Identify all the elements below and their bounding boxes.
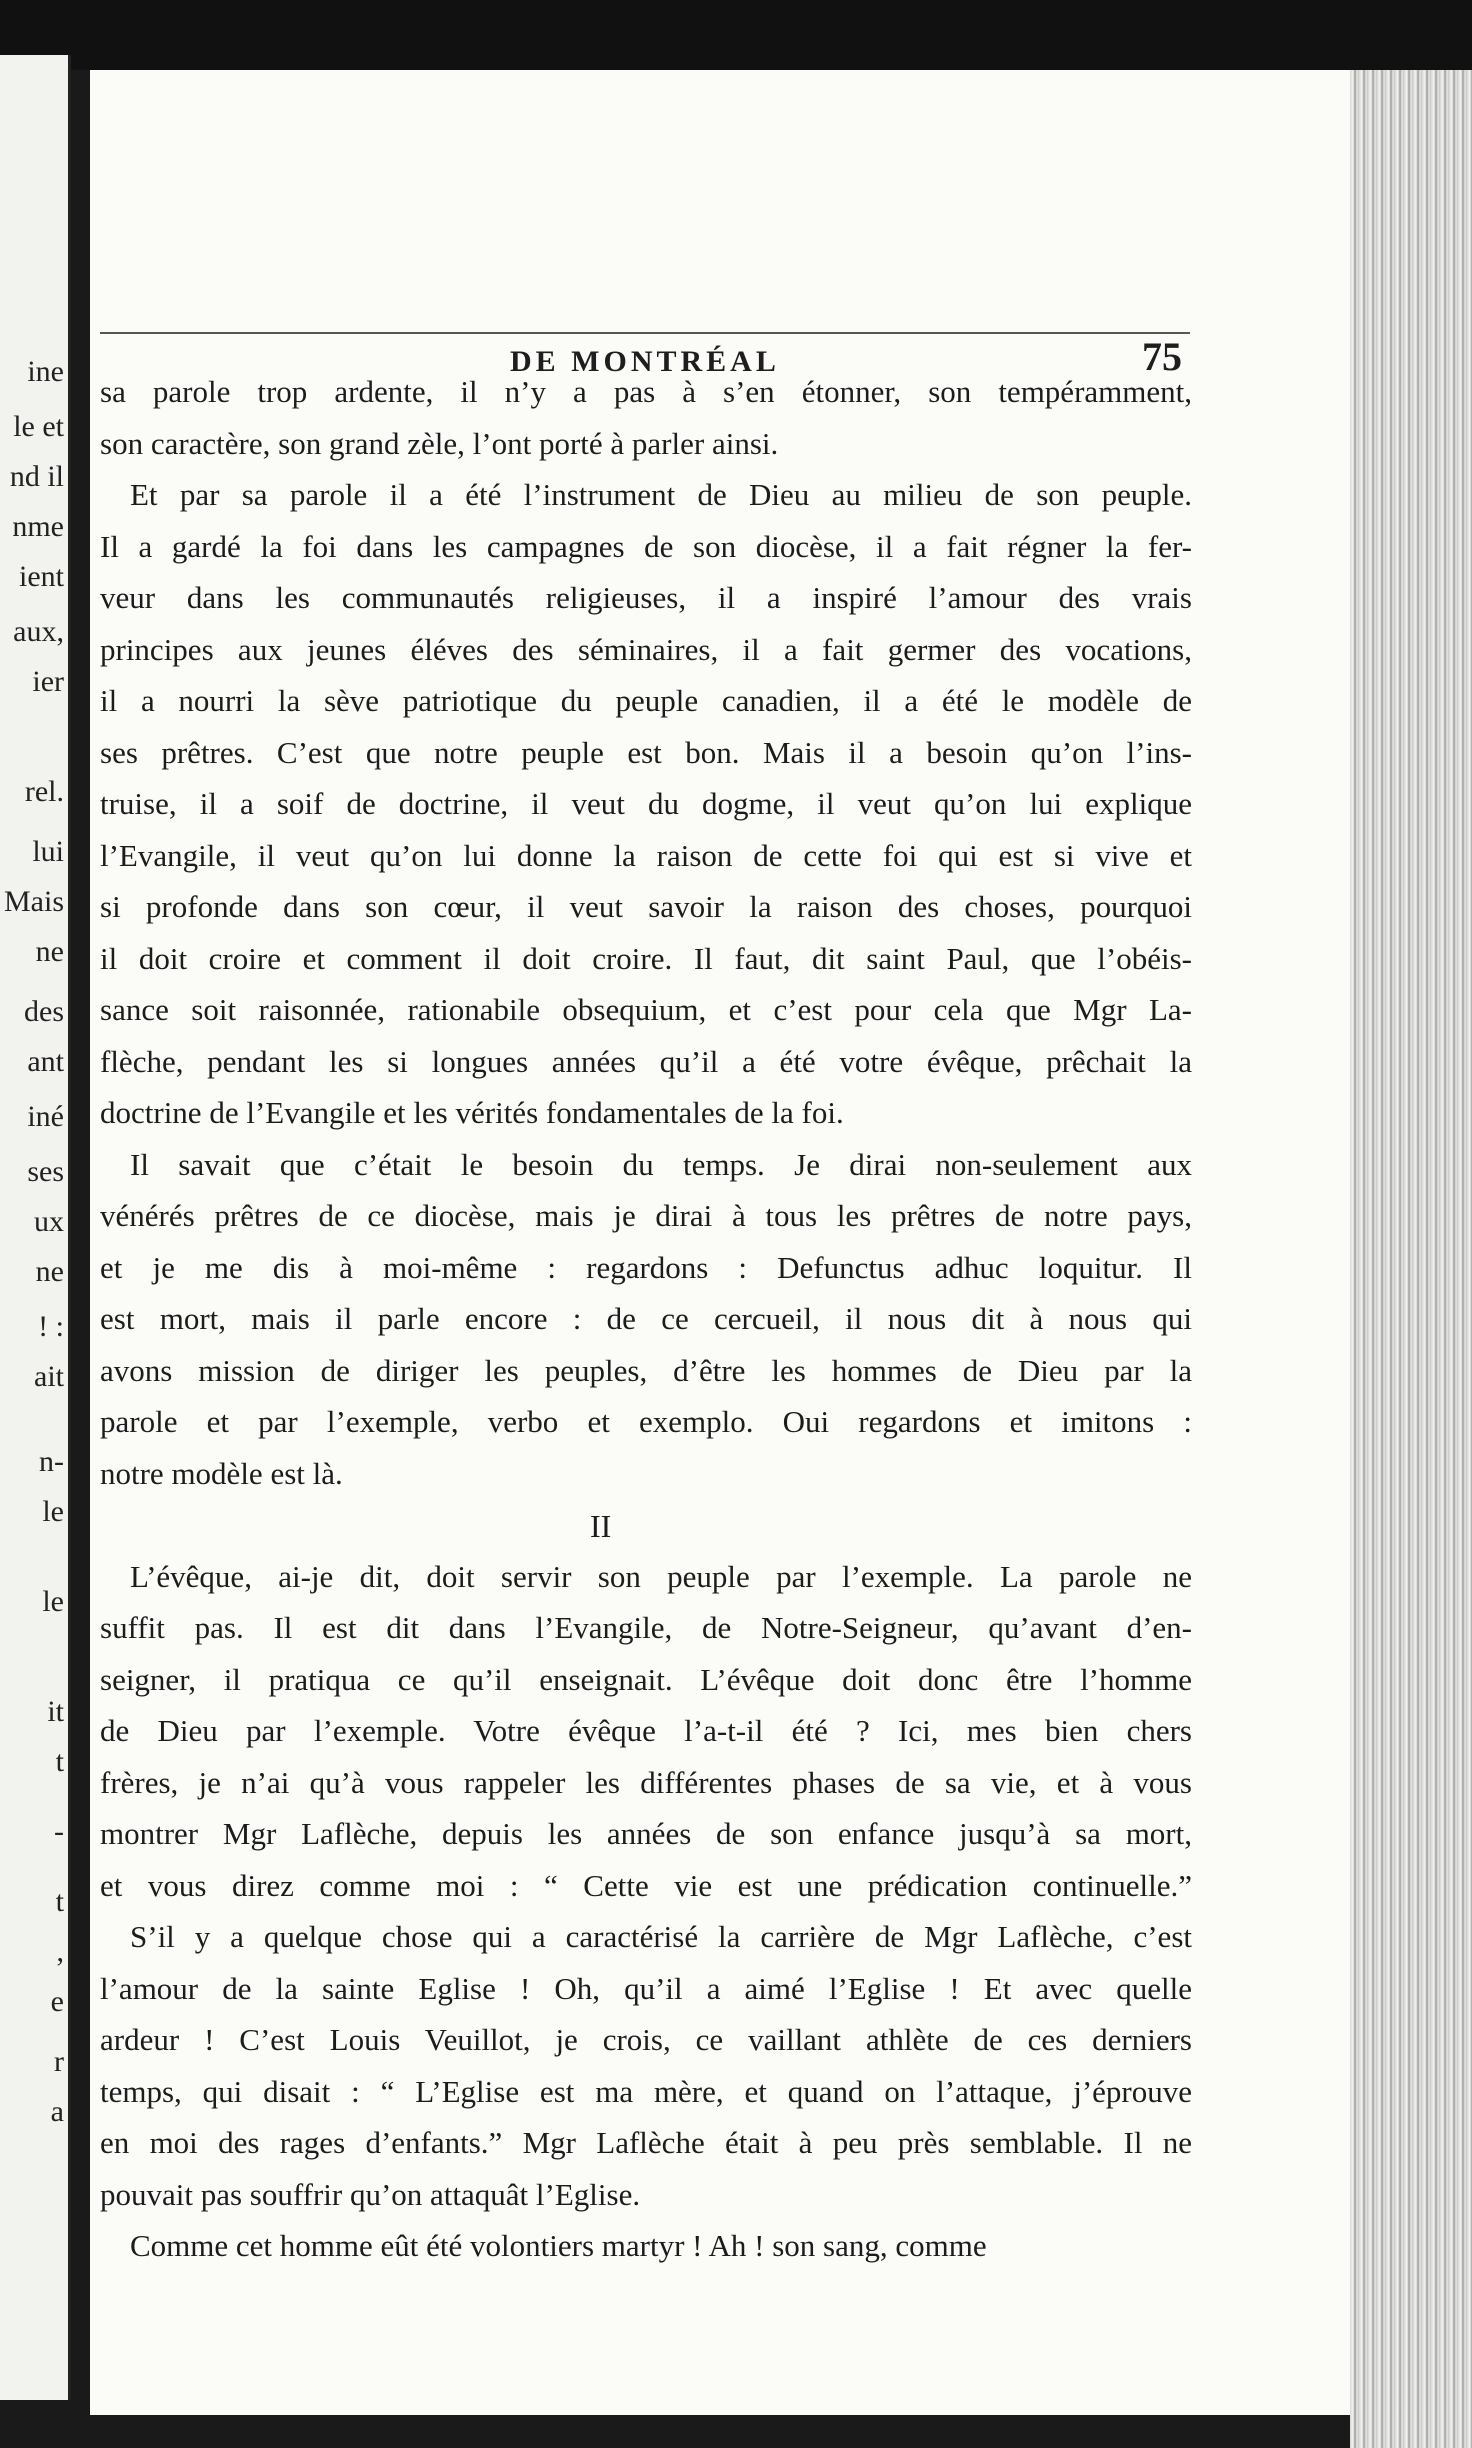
text-line: ardeur ! C’est Louis Veuillot, je crois, ce vaillant athlète de ces derniers xyxy=(100,2022,1192,2057)
page-header xyxy=(90,265,1365,379)
facing-page-fragment: iné xyxy=(27,1100,64,1133)
facing-page-fragment: , xyxy=(56,1935,64,1968)
facing-page-edge xyxy=(0,55,71,2400)
text-line: suffit pas. Il est dit dans l’Evangile, de Notre-Seigneur, qu’avant d’en- xyxy=(100,1610,1192,1645)
facing-page-fragment: ne xyxy=(35,935,64,968)
facing-page-fragment: Mais xyxy=(4,885,64,918)
text-line: l’Evangile, il veut qu’on lui donne la raison de cette foi qui est si vive et xyxy=(100,837,1192,873)
text-line: veur dans les communautés religieuses, il a inspiré l’amour des vrais xyxy=(100,580,1192,615)
text-line: sa parole trop ardente, il n’y a pas à s’en étonner, son tempéramment, xyxy=(100,374,1192,409)
text-line: son caractère, son grand zèle, l’ont porté à parler ainsi. xyxy=(100,425,779,461)
facing-page-fragment: r xyxy=(54,2045,64,2078)
text-line: parole et par l’exemple, verbo et exemplo. Oui regardons et imitons : xyxy=(100,1404,1192,1439)
facing-page-fragment: des xyxy=(24,995,64,1028)
running-title: DE MONTRÉAL xyxy=(510,345,780,378)
facing-page-fragment: ine xyxy=(27,355,64,388)
text-line: et je me dis à moi-même : regardons : Defunctus adhuc loquitur. Il xyxy=(100,1249,1192,1285)
text-line: sance soit raisonnée, rationabile obsequium, et c’est pour cela que Mgr La- xyxy=(100,992,1192,1027)
page-stack-edge xyxy=(1350,70,1472,2448)
text-line: vénérés prêtres de ce diocèse, mais je dirai à tous les prêtres de notre pays, xyxy=(100,1198,1192,1233)
text-line: l’amour de la sainte Eglise ! Oh, qu’il a aimé l’Eglise ! Et avec quelle xyxy=(100,1970,1192,2006)
text-line: Et par sa parole il a été l’instrument de Dieu au milieu de son peuple. xyxy=(130,477,1192,512)
facing-page-fragment: ait xyxy=(34,1360,64,1393)
facing-page-fragment: e xyxy=(50,1985,64,2018)
text-line: frères, je n’ai qu’à vous rappeler les différentes phases de sa vie, et à vous xyxy=(100,1764,1192,1800)
facing-page-fragment: le et xyxy=(13,410,64,443)
text-line: Il a gardé la foi dans les campagnes de son diocèse, il a fait régner la fer- xyxy=(100,528,1192,564)
section-number: II xyxy=(590,1508,612,1544)
text-line: Comme cet homme eût été volontiers martyr ! Ah ! son sang, comme xyxy=(130,2228,987,2263)
facing-page-fragment: t xyxy=(55,1885,64,1918)
facing-page-fragment: nme xyxy=(12,510,64,543)
text-line: flèche, pendant les si longues années qu’il a été votre évêque, prêchait la xyxy=(100,1043,1192,1079)
facing-page-fragment: ux xyxy=(34,1205,64,1238)
scan-border-top xyxy=(0,0,1472,70)
text-line: seigner, il pratiqua ce qu’il enseignait. L’évêque doit donc être l’homme xyxy=(100,1661,1192,1697)
text-line: L’évêque, ai-je dit, doit servir son peuple par l’exemple. La parole ne xyxy=(130,1558,1192,1594)
text-line: en moi des rages d’enfants.” Mgr Laflèche était à peu près semblable. Il ne xyxy=(100,2125,1192,2160)
facing-page-fragment: n- xyxy=(39,1445,64,1478)
facing-page-fragment: aux, xyxy=(13,615,64,648)
facing-page-fragment: le xyxy=(42,1495,64,1528)
book-page xyxy=(90,70,1365,2415)
facing-page-fragment: ses xyxy=(27,1155,64,1188)
text-line: doctrine de l’Evangile et les vérités fondamentales de la foi. xyxy=(100,1095,844,1130)
facing-page-fragment: ! : xyxy=(38,1310,64,1343)
facing-page-fragment: lui xyxy=(32,835,64,868)
facing-page-fragment: it xyxy=(47,1695,64,1728)
facing-page-fragment: t xyxy=(55,1745,64,1778)
facing-page-fragment: ant xyxy=(27,1045,64,1078)
text-line: avons mission de diriger les peuples, d’être les hommes de Dieu par la xyxy=(100,1352,1192,1388)
facing-page-fragment: a xyxy=(50,2095,64,2128)
facing-page-fragment: rel. xyxy=(24,775,64,808)
text-line: ses prêtres. C’est que notre peuple est bon. Mais il a besoin qu’on l’ins- xyxy=(100,734,1192,770)
facing-page-fragment: le xyxy=(42,1585,64,1618)
page-number: 75 xyxy=(1142,334,1182,379)
text-line: principes aux jeunes éléves des séminaires, il a fait germer des vocations, xyxy=(100,631,1192,667)
facing-page-fragment: - xyxy=(54,1815,64,1848)
text-line: truise, il a soif de doctrine, il veut du dogme, il veut qu’on lui explique xyxy=(100,786,1192,821)
text-line: notre modèle est là. xyxy=(100,1455,343,1491)
facing-page-fragment: nd il xyxy=(9,460,64,493)
facing-page-fragment: ne xyxy=(35,1255,64,1288)
text-line: il a nourri la sève patriotique du peuple canadien, il a été le modèle de xyxy=(100,683,1192,718)
text-line: S’il y a quelque chose qui a caractérisé la carrière de Mgr Laflèche, c’est xyxy=(130,1919,1192,1954)
text-line: il doit croire et comment il doit croire. Il faut, dit saint Paul, que l’obéis- xyxy=(100,940,1192,976)
text-line: de Dieu par l’exemple. Votre évêque l’a-t-il été ? Ici, mes bien chers xyxy=(100,1713,1192,1748)
header-rule xyxy=(100,332,1190,334)
facing-page-fragment: ier xyxy=(32,665,64,698)
text-line: est mort, mais il parle encore : de ce cercueil, il nous dit à nous qui xyxy=(100,1301,1192,1336)
text-line: et vous direz comme moi : “ Cette vie est une prédication continuelle.” xyxy=(100,1867,1192,1903)
facing-page-fragment: ient xyxy=(19,560,64,593)
text-line: si profonde dans son cœur, il veut savoir la raison des choses, pourquoi xyxy=(100,889,1192,924)
text-line: montrer Mgr Laflèche, depuis les années de son enfance jusqu’à sa mort, xyxy=(100,1816,1192,1851)
text-line: temps, qui disait : “ L’Eglise est ma mère, et quand on l’attaque, j’éprouve xyxy=(100,2073,1192,2109)
text-line: Il savait que c’était le besoin du temps. Je dirai non-seulement aux xyxy=(130,1146,1192,1182)
text-line: pouvait pas souffrir qu’on attaquât l’Eglise. xyxy=(100,2176,641,2212)
